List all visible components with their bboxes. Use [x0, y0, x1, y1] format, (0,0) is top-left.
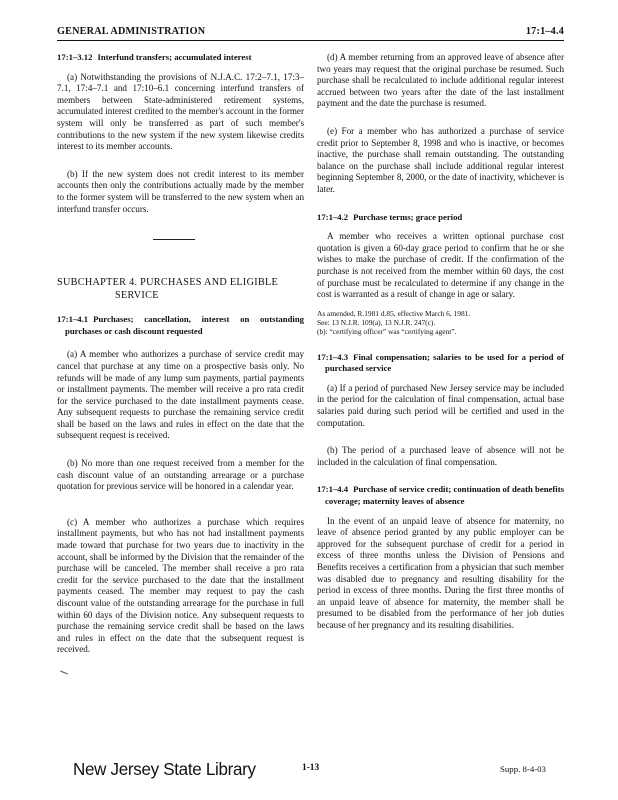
- paragraph-4-1-c: (c) A member who authorizes a purchase which requires installment payments, but who has not had installment payments made toward that purchase for two years due to inactivity in the account, shall be informed by the Division that the remainder of the purchase will be canceled. The member shall receive a pro rata credit for the service purchased to the date that the installment payments ceased. The member may request to pay the cash discount value of the outstanding arrearage for the purchase in full within 60 days of the Division notice. Any subsequent requests to purchase the remaining service credit shall be based on the laws and rules in effect on the date that the subsequent request is received.: [57, 516, 304, 655]
- paragraph-4-3-a: (a) If a period of purchased New Jersey service may be included in the period for the calculation of final compensation, actual base salaries paid during such period will be certified and used in the computation.: [317, 382, 564, 428]
- section-heading-3-12: [57, 52, 304, 64]
- supplement-date: Supp. 8-4-03: [500, 764, 546, 774]
- paragraph-3-12-a: (a) Notwithstanding the provisions of N.J.A.C. 17:2–7.1, 17:3–7.1, 17:4–7.1 and 17:10–6.1 concerning interfund transfers of members between State-administered retirement systems, accumulated interest credited to the member's account in the former system will only be transferred as part of such member's contributions to the new system if the new system likewise credits interest to its member accounts.: [57, 71, 304, 152]
- header-rule: [57, 40, 564, 41]
- scan-mark: [60, 671, 68, 675]
- history-note-line: See: 13 N.J.R. 109(a), 13 N.J.R. 247(c).: [317, 317, 436, 327]
- header-section-range: 17:1–4.4: [525, 26, 564, 37]
- section-title: Purchases; cancellation, interest on outstanding purchases or cash discount requested: [65, 314, 304, 336]
- paragraph-4-3-b: (b) The period of a purchased leave of absence will not be included in the calculation of final compensation.: [317, 445, 564, 467]
- history-note-line: (b): “certifying officer” was “certifying agent”.: [317, 326, 457, 336]
- section-number: 17:1–4.2: [317, 211, 349, 222]
- section-divider: [153, 239, 195, 240]
- section-title: Interfund transfers; accumulated interest: [97, 52, 252, 62]
- paragraph-4-1-e: (e) For a member who has authorized a purchase of service credit prior to September 8, 1998 and who is inactive, or becomes inactive, the purchase shall remain outstanding. The outstanding balance on the purchase shall include additional regular interest beginning September 8, 2000, or the date of inactivity, whichever is later.: [317, 125, 564, 194]
- paragraph-4-4: In the event of an unpaid leave of absence for maternity, no leave of absence period granted by any public employer can be approved for the subsequent purchase of credit for a period in excess of three months unless the Division of Pensions and Benefits receives a certification from a physician that such member was disabled due to pregnancy and resulting disability for the period in excess of three months. During the first three months of an unpaid leave of absence for maternity, the member shall be presumed to be disabled from the performance of her job duties because of her pregnancy and its resulting disabilities.: [317, 515, 564, 630]
- paragraph-4-1-d: (d) A member returning from an approved leave of absence after two years may request that the original purchase be resumed. Such purchase shall be recalculated to include additional regular interest accrued between two years after the date of the last installment payment and the date the purchase is resumed.: [317, 52, 564, 109]
- history-note-line: As amended, R.1981 d.85, effective March 6, 1981.: [317, 308, 471, 318]
- section-number: 17:1–4.4: [317, 484, 349, 495]
- subchapter-title: SUBCHAPTER 4. PURCHASES AND ELIGIBLE: [57, 277, 279, 289]
- section-heading-4-1: [57, 314, 304, 337]
- section-number: 17:1–3.12: [57, 52, 93, 62]
- section-title: Purchase terms; grace period: [353, 211, 463, 222]
- section-heading-4-3: [317, 352, 564, 375]
- library-stamp: New Jersey State Library: [73, 759, 256, 780]
- paragraph-4-1-b: (b) No more than one request received from a member for the cash discount value of an outstanding arrearage or a purchase quotation for previous service will be honored in a calendar year.: [57, 458, 304, 492]
- section-title: Purchase of service credit; continuation of death benefits coverage; maternity leaves of absence: [325, 484, 564, 507]
- section-title: Final compensation; salaries to be used for a period of purchased service: [325, 351, 564, 374]
- paragraph-4-2: A member who receives a written optional purchase cost quotation is given a 60-day grace period to confirm that he or she wishes to make the purchase of credit. If the confirmation of the purchase is not received from the member within 60 days, the cost of purchase must be recalculated to determine if any change in the cost is warranted as a result of change in age or salary.: [317, 231, 564, 300]
- running-header: [57, 26, 564, 40]
- section-heading-4-4: [317, 484, 564, 507]
- right-column: [317, 52, 564, 632]
- page-number: 1-13: [302, 763, 320, 773]
- left-column: [57, 52, 304, 656]
- section-number: 17:1–4.1: [57, 314, 89, 325]
- header-title: GENERAL ADMINISTRATION: [57, 26, 206, 37]
- paragraph-4-1-a: (a) A member who authorizes a purchase of service credit may cancel that purchase at any time on a prospective basis only. No refunds will be made of any lump sum payments, partial payments or installment payments. The member will receive a pro rata credit for the service purchased to the date installment payments cease. Any subsequent requests to purchase the remaining service credit shall be based on the laws and rules in effect on the date that the subsequent request is received.: [57, 349, 304, 441]
- section-number: 17:1–4.3: [317, 351, 349, 362]
- paragraph-3-12-b: (b) If the new system does not credit interest to its member accounts then only the contributions actually made by the member to the former system will be transferred to the new system when an interfund transfer occurs.: [57, 168, 304, 214]
- section-heading-4-2: [317, 212, 564, 224]
- subchapter-heading: [57, 276, 304, 302]
- subchapter-title-continued: SERVICE: [115, 290, 159, 302]
